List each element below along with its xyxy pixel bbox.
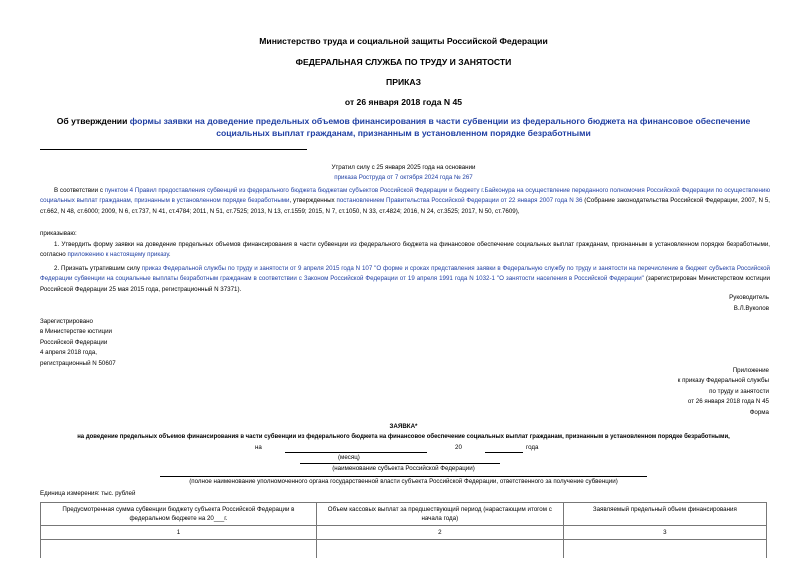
table-cell[interactable] [41,540,317,559]
table-header-row [41,503,767,526]
signature-name: В.Л.Вуколов [733,305,769,312]
orders-word: приказываю: [40,230,77,237]
status-link[interactable]: приказа Роструда от 7 октября 2024 года № 267 [334,174,473,181]
appendix-line: по труду и занятости [709,387,769,395]
appendix-line: от 26 января 2018 года N 45 [687,398,769,406]
rules-link[interactable]: пунктом 4 Правил предоставления субвенций из федерального бюджета бюджетам субъектов Российской Федерации и бюджету г.Байконура на осуществление переданного полномочия Российской Федерации по осуществлению социальных выплат гражданам, признанным в установленном порядке безработными [40,187,771,205]
table-cell[interactable] [316,540,563,559]
preamble-text-2: , утвержденных [289,197,337,205]
form-title: ЗАЯВКА* [389,423,418,430]
order-date: от 26 января 2018 года N 45 [344,97,463,107]
appendix-link[interactable]: приложению к настоящему приказу [67,251,169,259]
on-label: на [255,444,262,451]
appendix-line: Приложение [732,367,769,374]
column-number: 1 [41,526,317,540]
column-number: 2 [316,526,563,540]
column-header: Заявляемый предельный объем финансирования [563,503,766,526]
item-2-text: 2. Признать утратившим силу [54,265,142,272]
unit-label: Единица измерения: тыс. рублей [40,490,136,497]
registration-line: регистрационный N 50607 [40,359,116,367]
signature-role: Руководитель [729,294,769,301]
registration-line: в Министерстве юстиции [40,328,113,336]
preamble-text-1: В соответствии с [54,187,105,194]
title-link[interactable]: формы заявки на доведение предельных объемов финансирования в части субвенции из федерального бюджета на финансовое обеспечение социальных выплат гражданам, признанным в установленном порядке безработными [129,116,751,138]
form-subtitle: на доведение предельных объемов финансирования в части субвенции из федерального бюджета на финансовое обеспечение социальных выплат гражданам, признанным в установленном порядке безработными, [77,434,730,440]
subject-hint: (наименование субъекта Российской Федерации) [332,465,475,472]
column-header: Предусмотренная сумма субвенции бюджету субъекта Российской Федерации в федеральном бюджете на 20___г. [41,503,317,526]
authority-hint: (полное наименование уполномоченного органа государственной власти субъекта Российской Федерации, ответственного за получение субвенции) [189,478,618,485]
item-1-end: . [168,251,171,259]
registration-line: Зарегистрировано [40,318,93,325]
item-1 [40,240,770,261]
year-label: года [526,444,539,451]
year-line [485,452,523,453]
table-number-row [41,526,767,540]
preamble-text-3: (Собрание законодательства Российской Федерации, 2007, N 5, ст.662, N 48, ст.6000; 2009, N 6, ст.737, N 41, ст.4784; 2011, N 51, ст.7525; 2013, N 13, ст.1559; 2015, N 7, ст.1050, N 33, ст.4824; 2016, N 24, ст.3525; 2017, N 50, ст.7609), [40,197,770,215]
order-heading: ПРИКАЗ [386,77,421,87]
status-line: Утратил силу с 25 января 2025 года на основании [331,164,476,171]
preamble-paragraph [40,186,770,217]
column-header: Объем кассовых выплат за предшествующий период (нарастающим итогом с начала года) [316,503,563,526]
appendix-line: к приказу Федеральной службы [677,377,769,385]
registration-line: 4 апреля 2018 года, [40,349,97,357]
item-2-end: (зарегистрирован Министерством юстиции Российской Федерации 25 мая 2015 года, регистрационный N 37371). [40,275,770,293]
appendix-line: Форма [749,408,769,416]
repealed-order-link[interactable]: приказ Федеральной службы по труду и занятости от 9 апреля 2015 года N 107 "О форме и сроках представления заявки в Федеральную службу по труду и занятости на перечисление в бюджет субъекта Российской Федерации субвенции на социальные выплаты безработным гражданам в соответствии с Законом Российской Федерации от 19 апреля 1991 года N 1032-1 "О занятости населения в Российской Федерации" [40,265,770,283]
service-name: ФЕДЕРАЛЬНАЯ СЛУЖБА ПО ТРУДУ И ЗАНЯТОСТИ [295,57,512,67]
document-title [30,115,777,139]
item-2 [40,264,770,295]
table-row [41,540,767,559]
ministry-name: Министерство труда и социальной защиты Российской Федерации [259,36,548,46]
year-prefix: 20 [455,444,462,451]
table-cell[interactable] [563,540,766,559]
divider-line [40,149,307,150]
resolution-link[interactable]: постановлением Правительства Российской Федерации от 22 января 2007 года N 36 [336,197,583,205]
registration-block [40,317,116,369]
appendix-block [678,366,769,418]
column-number: 3 [563,526,766,540]
registration-line: Российской Федерации [40,338,108,346]
item-1-text: 1. Утвердить форму заявки на доведение предельных объемов финансирования в части субвенции из федерального бюджета на финансовое обеспечение социальных выплат гражданам, признанным в установленном порядке безработными, согласно [40,241,770,259]
month-hint: (месяц) [338,454,360,461]
form-table [40,502,767,558]
title-prefix: Об утверждении [56,116,130,126]
